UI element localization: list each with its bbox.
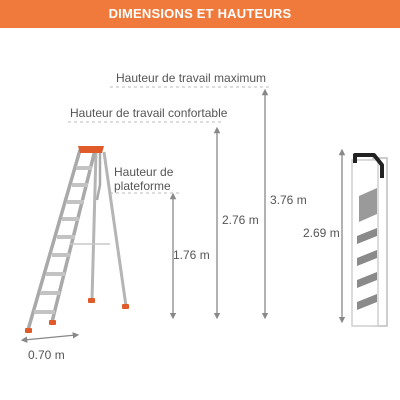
dimension-arrows [24, 92, 342, 340]
folded-ladder-illustration [352, 155, 387, 326]
platform-height-value: 1.76 m [173, 248, 210, 262]
ladder-foot [49, 320, 56, 325]
comfort-work-height-label: Hauteur de travail confortable [70, 106, 228, 120]
base-width-arrow [24, 335, 76, 340]
comfort-height-value: 2.76 m [222, 213, 259, 227]
header-title: DIMENSIONS ET HAUTEURS [108, 6, 292, 21]
base-width-value: 0.70 m [28, 348, 65, 362]
ladder-top-platform [78, 146, 104, 153]
folded-height-value: 2.69 m [303, 226, 340, 240]
max-work-height-label: Hauteur de travail maximum [116, 71, 267, 85]
ladder-foot [122, 304, 129, 309]
rear-leg [92, 152, 96, 300]
platform-height-label-line1: Hauteur de [114, 165, 174, 179]
ladder-foot [88, 298, 95, 303]
max-height-value: 3.76 m [270, 193, 307, 207]
handrail [97, 150, 100, 200]
platform-height-label-line2: plateforme [114, 179, 171, 193]
ladder-foot [25, 328, 32, 333]
